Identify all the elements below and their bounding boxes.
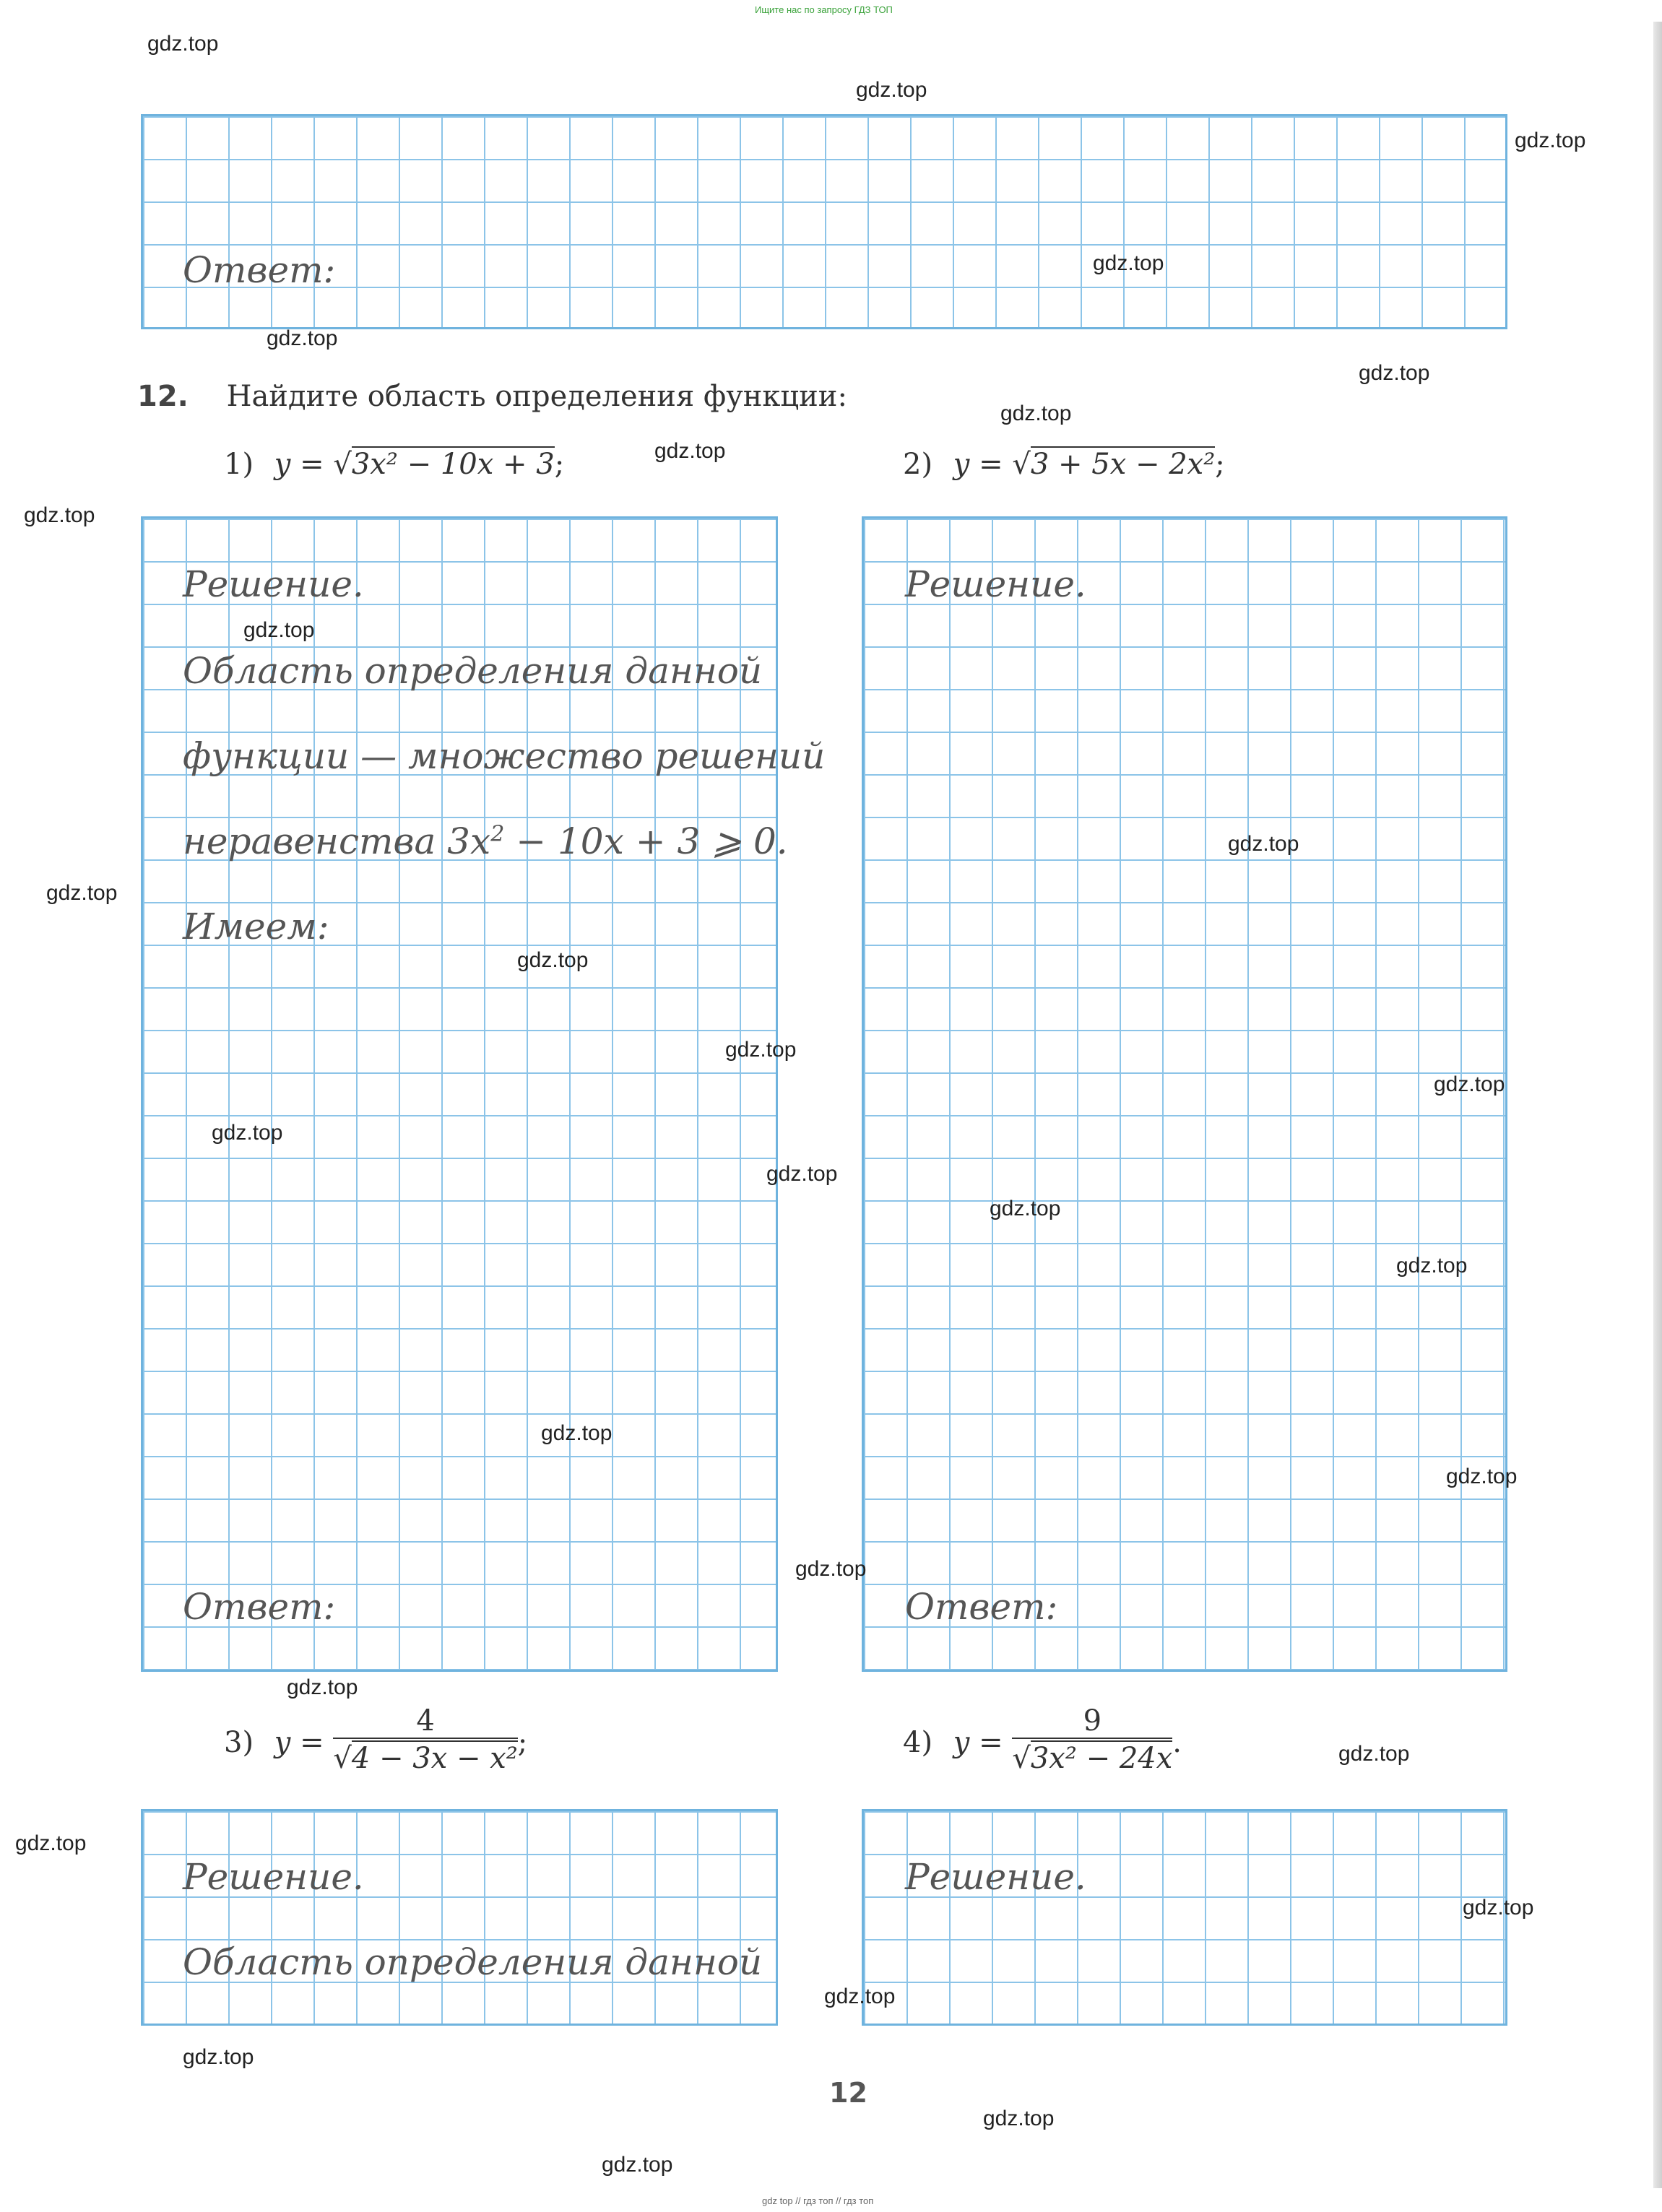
item-4-denominator: 3x² − 24x bbox=[1030, 1742, 1173, 1775]
watermark: gdz.top bbox=[287, 1675, 358, 1699]
watermark: gdz.top bbox=[46, 881, 118, 905]
watermark: gdz.top bbox=[1228, 832, 1299, 856]
watermark: gdz.top bbox=[1434, 1072, 1505, 1096]
watermark: gdz.top bbox=[1463, 1896, 1534, 1920]
footer-note: gdz top // гдз топ // гдз топ bbox=[762, 2195, 874, 2206]
item-2-radicand: 3 + 5x − 2x² bbox=[1030, 448, 1216, 481]
watermark: gdz.top bbox=[602, 2153, 673, 2177]
watermark: gdz.top bbox=[212, 1121, 283, 1145]
box-2-solution-label: Решение. bbox=[905, 563, 1086, 605]
item-2-tail: ; bbox=[1215, 448, 1225, 481]
prev-answer-grid bbox=[141, 114, 1507, 329]
watermark: gdz.top bbox=[824, 1985, 896, 2008]
watermark: gdz.top bbox=[1396, 1254, 1468, 1278]
task-12-heading bbox=[137, 380, 847, 413]
solution-grid-2 bbox=[862, 516, 1507, 1672]
item-4-formula bbox=[903, 1704, 1182, 1791]
item-3-denominator-wrap: √4 − 3x − x² bbox=[333, 1738, 517, 1775]
header-note: Ищите нас по запросу ГДЗ ТОП bbox=[755, 4, 893, 15]
watermark: gdz.top bbox=[267, 326, 338, 350]
item-3-formula bbox=[224, 1704, 527, 1791]
task-prompt: Найдите область определения функции: bbox=[226, 380, 847, 413]
watermark: gdz.top bbox=[541, 1421, 613, 1445]
watermark: gdz.top bbox=[725, 1038, 797, 1062]
item-4-label: 4) bbox=[903, 1726, 933, 1759]
page-number: 12 bbox=[829, 2077, 867, 2109]
box-1-line-3: неравенства $3x^2 - 10x + 3$ ⩾ 0. bbox=[183, 820, 788, 862]
box-3-solution-label: Решение. bbox=[183, 1856, 364, 1898]
watermark: gdz.top bbox=[147, 32, 219, 56]
item-3-denominator: 4 − 3x − x² bbox=[351, 1742, 518, 1775]
item-4-tail: . bbox=[1172, 1726, 1182, 1759]
item-2-y: y bbox=[953, 448, 970, 481]
item-3-tail: ; bbox=[517, 1726, 528, 1759]
watermark: gdz.top bbox=[243, 618, 315, 642]
watermark: gdz.top bbox=[15, 1831, 87, 1855]
item-3-eq: = bbox=[300, 1726, 324, 1759]
box-1-line-4: Имеем: bbox=[183, 906, 329, 947]
solution-grid-3 bbox=[141, 1809, 778, 2026]
box-1-line-1: Область определения данной bbox=[183, 650, 763, 692]
item-4-eq: = bbox=[979, 1726, 1003, 1759]
watermark: gdz.top bbox=[1338, 1742, 1410, 1766]
box-1-solution-label: Решение. bbox=[183, 563, 364, 605]
watermark: gdz.top bbox=[990, 1197, 1061, 1220]
item-4-numerator: 9 bbox=[1083, 1704, 1102, 1738]
watermark: gdz.top bbox=[1093, 251, 1164, 275]
watermark: gdz.top bbox=[1000, 402, 1072, 425]
box-4-solution-label: Решение. bbox=[905, 1856, 1086, 1898]
page-edge-shadow bbox=[1653, 22, 1662, 2188]
watermark: gdz.top bbox=[856, 78, 927, 102]
watermark: gdz.top bbox=[24, 503, 95, 527]
item-4-fraction bbox=[1012, 1704, 1172, 1775]
sqrt-sign: √ bbox=[333, 448, 352, 481]
sqrt-sign: √ bbox=[1012, 448, 1031, 481]
box-1-answer-label: Ответ: bbox=[183, 1586, 336, 1628]
item-1-radicand: 3x² − 10x + 3 bbox=[351, 448, 555, 481]
watermark: gdz.top bbox=[183, 2045, 254, 2069]
watermark: gdz.top bbox=[766, 1162, 838, 1186]
item-2-eq: = bbox=[979, 448, 1003, 481]
item-2-label: 2) bbox=[903, 448, 933, 481]
prev-answer-label: Ответ: bbox=[183, 249, 336, 291]
item-1-label: 1) bbox=[224, 448, 254, 481]
box-3-line-1: Область определения данной bbox=[183, 1941, 763, 1983]
box-1-line-2: функции — множество решений bbox=[183, 735, 826, 777]
item-3-label: 3) bbox=[224, 1726, 254, 1759]
item-1-tail: ; bbox=[554, 448, 565, 481]
watermark: gdz.top bbox=[795, 1557, 867, 1581]
item-3-numerator: 4 bbox=[416, 1704, 435, 1738]
item-1-formula bbox=[224, 448, 564, 481]
box-2-answer-label: Ответ: bbox=[905, 1586, 1058, 1628]
watermark: gdz.top bbox=[983, 2107, 1055, 2130]
item-3-fraction bbox=[333, 1704, 517, 1775]
watermark: gdz.top bbox=[654, 439, 726, 463]
watermark: gdz.top bbox=[1359, 361, 1430, 385]
item-4-denominator-wrap: √3x² − 24x bbox=[1012, 1738, 1172, 1775]
item-4-y: y bbox=[953, 1726, 970, 1759]
task-number: 12. bbox=[137, 380, 189, 413]
watermark: gdz.top bbox=[1515, 129, 1586, 152]
item-1-y: y bbox=[274, 448, 291, 481]
item-2-formula bbox=[903, 448, 1225, 481]
item-3-y: y bbox=[274, 1726, 291, 1759]
item-1-eq: = bbox=[300, 448, 324, 481]
solution-grid-4 bbox=[862, 1809, 1507, 2026]
watermark: gdz.top bbox=[1446, 1465, 1518, 1488]
watermark: gdz.top bbox=[517, 948, 589, 972]
